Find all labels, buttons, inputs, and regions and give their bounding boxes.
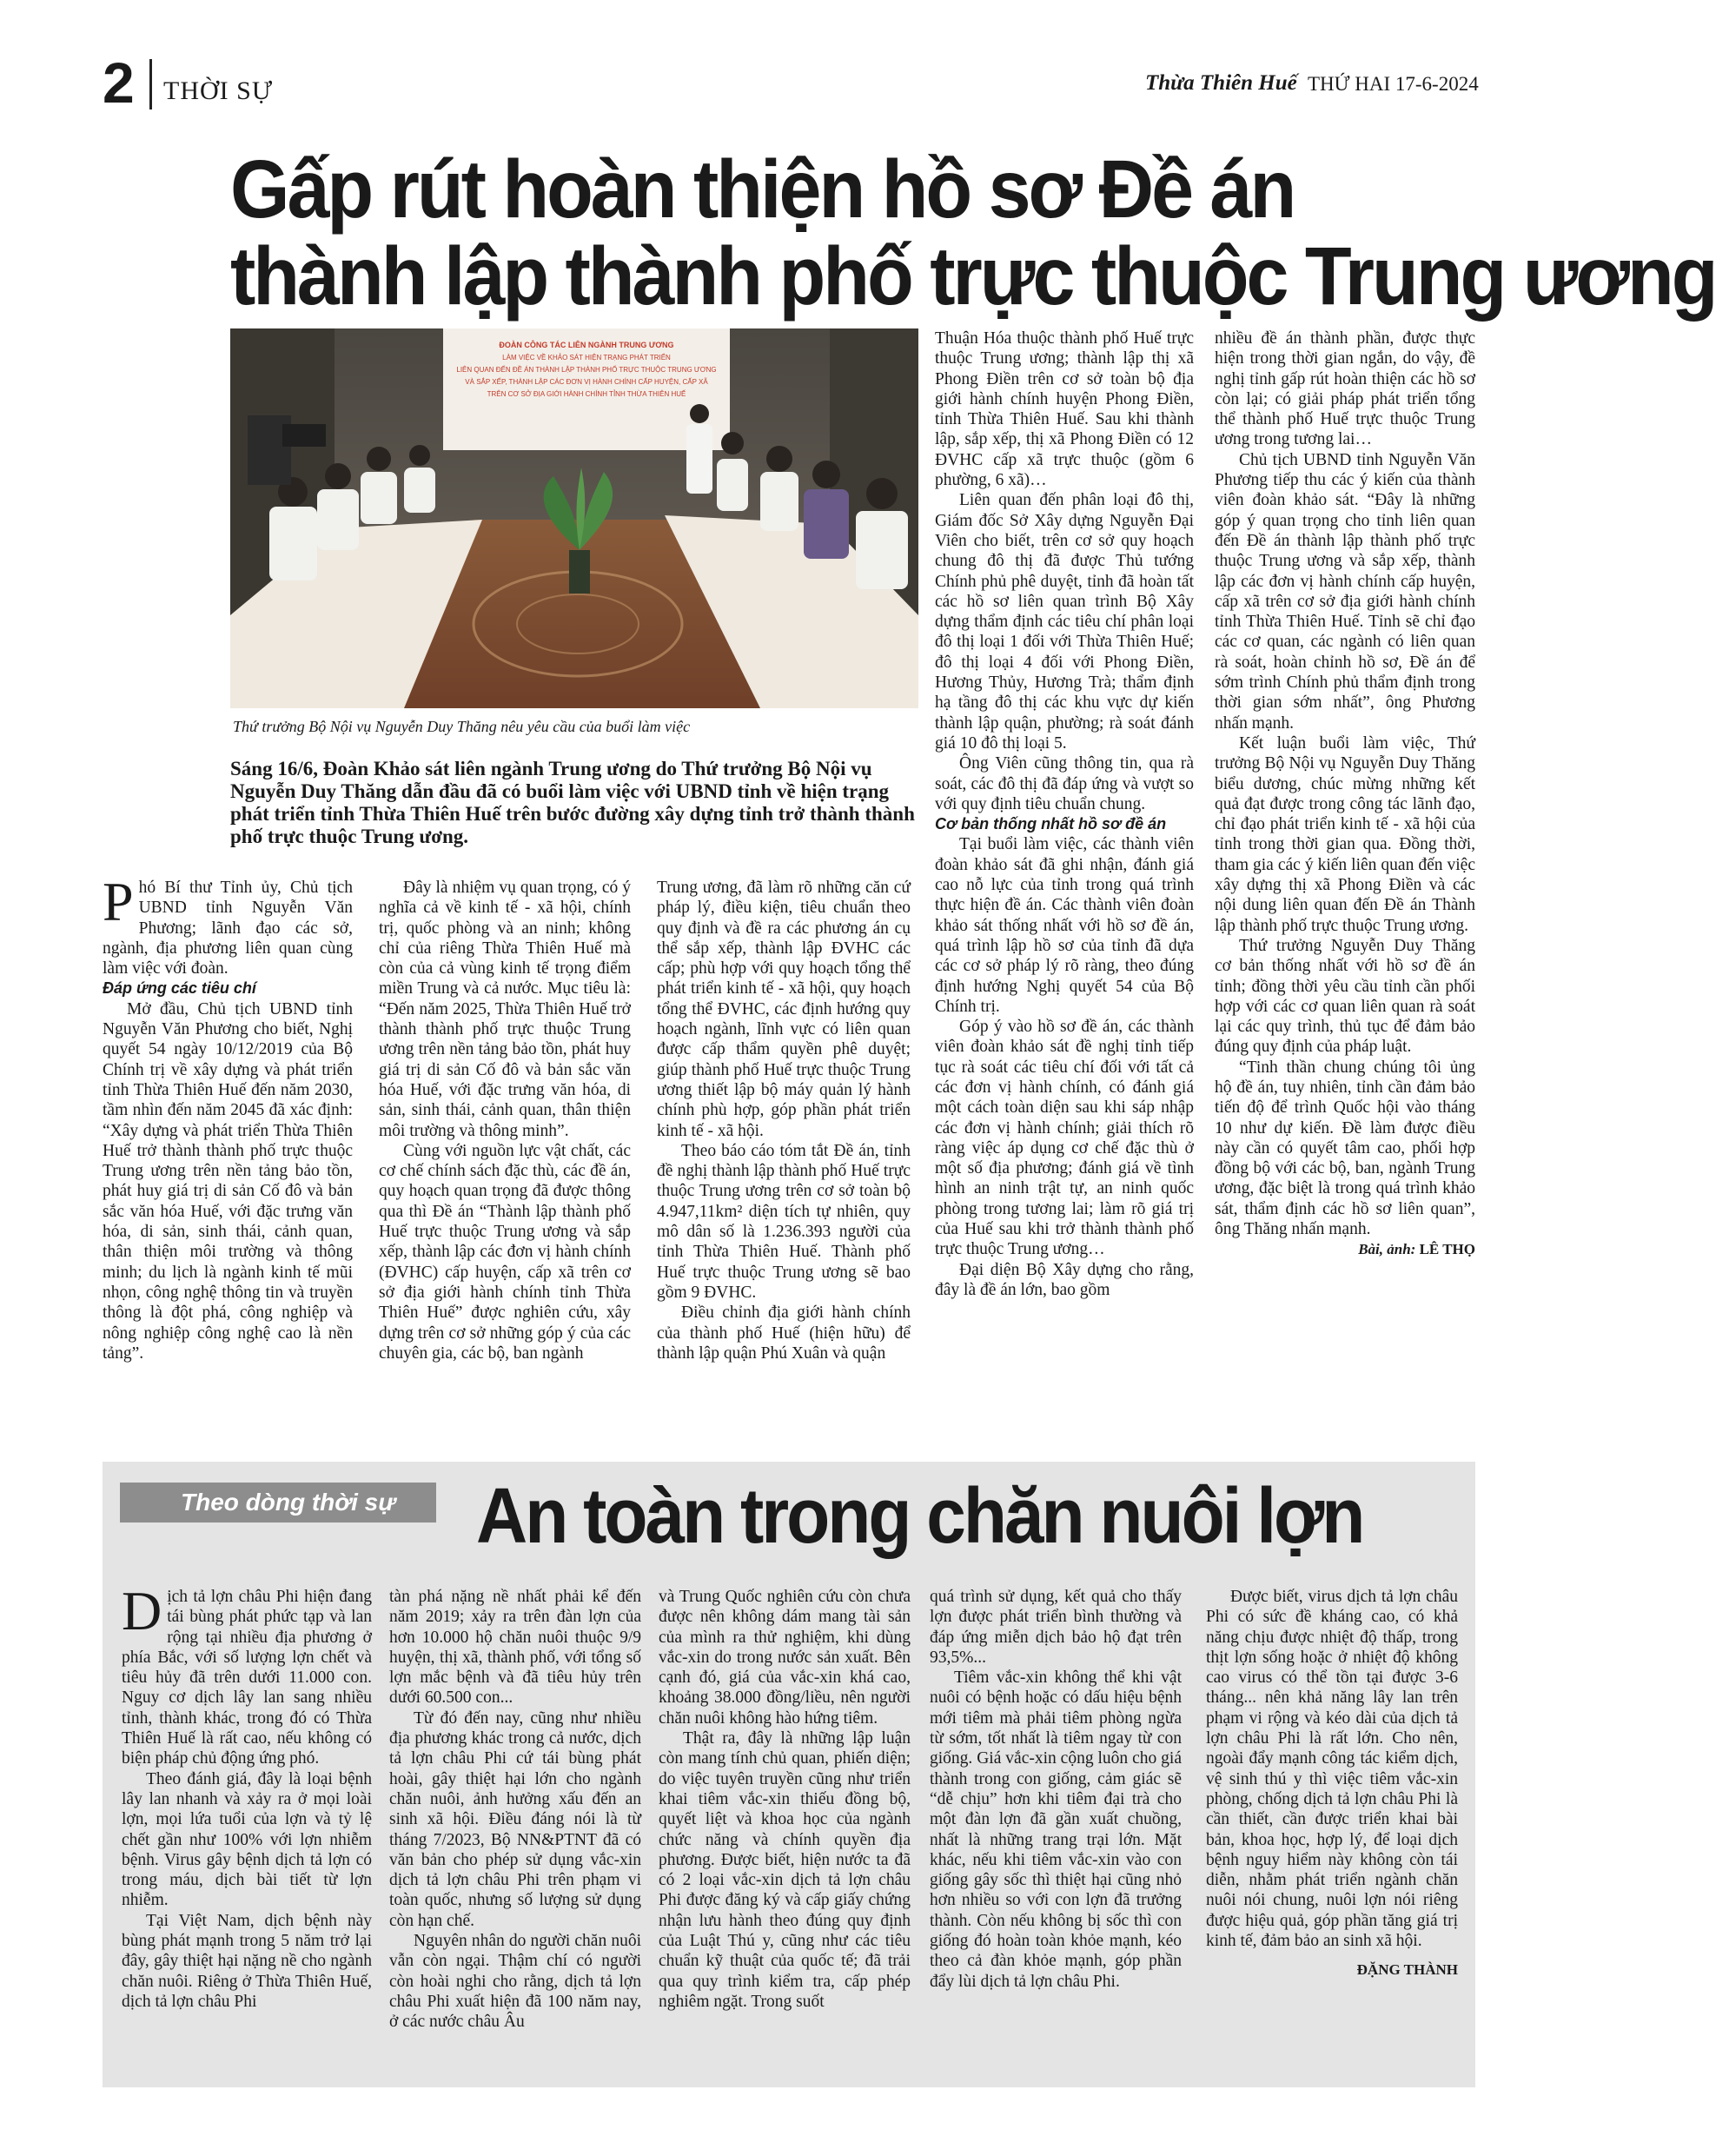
paragraph: Chủ tịch UBND tỉnh Nguyễn Văn Phương tiếp thu các ý kiến của thành viên đoàn khảo sát. “Đây là những góp ý quan trọng cho tỉnh liên quan đến Đề án thành lập thành phố trực thuộc Trung ương và sắp xếp, thành lập các đơn vị hành chính cấp huyện, cấp xã trên cơ sở địa giới hành chính tỉnh Thừa Thiên Huế. Tỉnh sẽ chỉ đạo các cơ quan, các ngành có liên quan rà soát, hoàn chỉnh hồ sơ, Đề án để sớm trình Chính phủ thẩm định trong thời gian sớm nhất”, ông Phương nhấn mạnh. [1215, 450, 1475, 733]
byline-prefix: Bài, ảnh: [1358, 1241, 1416, 1258]
subheading: Cơ bản thống nhất hồ sơ đề án [935, 815, 1167, 833]
paragraph: Đây là nhiệm vụ quan trọng, có ý nghĩa cả về kinh tế - xã hội, chính trị, quốc phòng và an ninh; không chỉ của riêng Thừa Thiên Huế mà còn của cả vùng kinh tế trọng điểm miền Trung và cả nước. Mục tiêu là: “Đến năm 2025, Thừa Thiên Huế trở thành thành phố trực thuộc Trung ương trên nền tảng bảo tồn, phát huy giá trị di sản Cố đô và bản sắc văn hóa Huế, với đặc trưng văn hóa, di sản, sinh thái, cảnh quan, thân thiện môi trường và thông minh”. [379, 879, 631, 1140]
paragraph: ịch tả lợn châu Phi hiện đang tái bùng phát phức tạp và lan rộng tại nhiều địa phương ở phía Bắc, với số lượng lợn chết và tiêu hủy đã trên dưới 11.000 con. Nguy cơ dịch lây lan sang nhiều tỉnh, thành khác, trong đó có Thừa Thiên Huế là rất cao, nếu không có biện pháp chủ động ứng phó. [122, 1588, 372, 1768]
meeting-room-illustration [230, 328, 918, 708]
paragraph: quá trình sử dụng, kết quả cho thấy lợn được phát triển bình thường và đáp ứng miễn dịch bảo hộ đạt trên 93,5%... [930, 1588, 1182, 1667]
article2-column-5 [1206, 1587, 1458, 1980]
paragraph: Theo đánh giá, đây là loại bệnh lây lan nhanh và xảy ra ở mọi loài lợn, mọi lứa tuổi của lợn và tỷ lệ chết gần như 100% với lợn nhiễm bệnh. Virus gây bệnh dịch tả lợn có trong máu, dịch bài tiết từ lợn nhiễm. [122, 1769, 372, 1910]
paragraph: “Tinh thần chung chúng tôi ủng hộ đề án, tuy nhiên, tỉnh cần đảm bảo tiến độ để trình Quốc hội vào tháng 10 như dự kiến. Đề làm được điều này cần có quyết tâm cao, phối hợp đồng bộ với các bộ, ban, ngành Trung ương, đặc biệt là trong quá trình khảo sát, thẩm định các hồ sơ liên quan”, ông Thăng nhấn mạnh. [1215, 1058, 1475, 1239]
article-photo [230, 328, 918, 708]
newspaper-name: Thừa Thiên Huế [1145, 71, 1297, 95]
paragraph: Ông Viên cũng thông tin, qua rà soát, các đô thị đã đáp ứng và vượt so với quy định tiêu chuẩn chung. [935, 754, 1194, 813]
paragraph: Liên quan đến phân loại đô thị, Giám đốc Sở Xây dựng Nguyễn Đại Viên cho biết, trên cơ sở quy hoạch chung đô thị đã được Thủ tướng Chính phủ phê duyệt, tỉnh đã hoàn tất các hồ sơ liên quan trình Bộ Xây dựng thẩm định các tiêu chí phân loại đô thị loại 1 đối với Thừa Thiên Huế; đô thị loại 4 đối với Phong Điền, Hương Thủy, Hương Trà; thẩm định hạ tầng đô thị các khu vực dự kiến thành lập quận, phường; rà soát đánh giá 10 đô thị loại 5. [935, 491, 1194, 753]
article2-headline: An toàn trong chăn nuôi lợn [476, 1472, 1363, 1560]
paragraph: Nguyên nhân do người chăn nuôi vẫn còn ngại. Thậm chí có người còn hoài nghi cho rằng, dịch tả lợn châu Phi xuất hiện đã 100 năm nay, ở các nước châu Âu [389, 1932, 641, 2032]
article1-column-5 [1215, 328, 1475, 1260]
paragraph: Thật ra, đây là những lập luận còn mang tính chủ quan, phiến diện; do việc tuyên truyền cũng như triển khai tiêm vắc-xin thiếu đồng bộ, quyết liệt và khoa học của ngành chức năng và chính quyền địa phương. Được biết, hiện nước ta đã có 2 loại vắc-xin dịch tả lợn châu Phi được đăng ký và cấp giấy chứng nhận lưu hành theo đúng quy định của Luật Thú y, cũng như các tiêu chuẩn kỹ thuật của quốc tế; đã trải qua quy trình kiểm tra, cấp phép nghiêm ngặt. Trong suốt [659, 1729, 911, 2011]
paragraph: Góp ý vào hồ sơ đề án, các thành viên đoàn khảo sát đề nghị tỉnh tiếp tục rà soát các tiêu chí đối với tất cả các đơn vị hành chính, có đánh giá một cách toàn diện sau khi sáp nhập các đơn vị hành chính; giải thích rõ ràng việc áp dụng cơ chế đặc thù ở một số địa phương; đánh giá về tình hình an ninh trật tự, an ninh quốc phòng trong tương lai; làm rõ giá trị của Huế sau khi trở thành thành phố trực thuộc Trung ương… [935, 1018, 1194, 1259]
svg-text:TRÊN CƠ SỞ ĐỊA GIỚI HÀNH CHÍNH: TRÊN CƠ SỞ ĐỊA GIỚI HÀNH CHÍNH TỈNH THỪA THIÊN HUẾ [487, 390, 686, 398]
svg-text:VÀ SẮP XẾP, THÀNH LẬP CÁC ĐƠN: VÀ SẮP XẾP, THÀNH LẬP CÁC ĐƠN VỊ HÀNH CHÍNH CẤP HUYỆN, CẤP XÃ [465, 378, 708, 386]
paragraph: Điều chỉnh địa giới hành chính của thành phố Huế (hiện hữu) để thành lập quận Phú Xuân và quận [657, 1304, 911, 1363]
article2-column-4 [930, 1587, 1182, 1992]
section-name: THỜI SỰ [163, 76, 274, 105]
article2-column-1 [122, 1580, 372, 2012]
paragraph: và Trung Quốc nghiên cứu còn chưa được nên không dám mang tài sản của mình ra thử nghiệm, khi dùng vắc-xin do trong nước sản xuất. Bên cạnh đó, giá của vắc-xin khá cao, khoảng 38.000 đồng/liều, nên người chăn nuôi không hào hứng tiêm. [659, 1588, 911, 1728]
article1-column-2 [379, 878, 631, 1363]
paragraph: Mở đầu, Chủ tịch UBND tỉnh Nguyễn Văn Phương cho biết, Nghị quyết 54 ngày 10/12/2019 của Bộ Chính trị về xây dựng và phát triển tỉnh Thừa Thiên Huế đến năm 2030, tầm nhìn đến năm 2045 đã xác định: “Xây dựng và phát triển Thừa Thiên Huế trở thành thành phố trực thuộc Trung ương trên nền tảng bảo tồn, phát huy giá trị di sản Cố đô và bản sắc văn hóa Huế, với đặc trưng văn hóa, di sản, sinh thái, cảnh quan, thân thiện môi trường và thông minh; du lịch là ngành kinh tế mũi nhọn, công nghệ thông tin và truyền thông là đột phá, công nghiệp và nông nghiệp công nghệ cao là nền tảng”. [103, 999, 353, 1363]
paragraph: Tại buổi làm việc, các thành viên đoàn khảo sát đã ghi nhận, đánh giá cao nỗ lực của tỉnh trong quá trình thực hiện đề án. Các thành viên đoàn khảo sát thống nhất với hồ sơ đề án, quá trình lập hồ sơ của tỉnh đã dựa các cơ sở pháp lý rõ ràng, theo đúng định hướng Nghị quyết 54 của Bộ Chính trị. [935, 835, 1194, 1016]
article1-column-1 [103, 871, 353, 1363]
column-kicker: Theo dòng thời sự [120, 1483, 436, 1522]
paragraph: Kết luận buổi làm việc, Thứ trưởng Bộ Nội vụ Nguyễn Duy Thăng biểu dương, chúc mừng những kết quả đạt được trong công tác lãnh đạo, chỉ đạo phát triển kinh tế - xã hội của tỉnh trong thời gian qua. Đồng thời, tham gia các ý kiến liên quan đến việc xây dựng thị xã Phong Điền và các nội dung liên quan đến Đề án Thành lập thành phố trực thuộc Trung ương. [1215, 733, 1475, 935]
paragraph: nhiều đề án thành phần, được thực hiện trong thời gian ngắn, do vậy, đề nghị tỉnh gấp rút hoàn thiện các hồ sơ còn lại; có giải pháp phát triển tổng thể thành phố Huế trực thuộc Trung ương trong tương lai… [1215, 329, 1475, 449]
byline: ĐẶNG THÀNH [1356, 1961, 1458, 1979]
svg-text:LÀM VIỆC VỀ KHẢO SÁT HIỆN TRẠN: LÀM VIỆC VỀ KHẢO SÁT HIỆN TRẠNG PHÁT TRIỂN [502, 354, 671, 362]
paragraph: Đại diện Bộ Xây dựng cho rằng, đây là đề án lớn, bao gồm [935, 1260, 1194, 1299]
subheading: Đáp ứng các tiêu chí [103, 979, 256, 998]
article-lead: Sáng 16/6, Đoàn Khảo sát liên ngành Trung ương do Thứ trưởng Bộ Nội vụ Nguyễn Duy Thăng dẫn đầu đã có buổi làm việc với UBND tỉnh về hiện trạng phát triển tỉnh Thừa Thiên Huế trên bước đường xây dựng tỉnh trở thành thành phố trực thuộc Trung ương. [230, 758, 915, 847]
headline-line-2: thành lập thành phố trực thuộc Trung ương [230, 229, 1716, 322]
author-name: LÊ THỌ [1419, 1241, 1475, 1258]
paragraph: Từ đó đến nay, cũng như nhiều địa phương khác trong cả nước, dịch tả lợn châu Phi cứ tái bùng phát hoài, gây thiệt hại lớn cho ngành chăn nuôi, ảnh hưởng xấu đến an sinh xã hội. Điều đáng nói là từ tháng 7/2023, Bộ NN&PTNT đã có văn bản cho phép sử dụng vắc-xin dịch tả lợn châu Phi trên phạm vi toàn quốc, nhưng số lượng sử dụng còn hạn chế. [389, 1708, 641, 1930]
photo-caption: Thứ trưởng Bộ Nội vụ Nguyễn Duy Thăng nêu yêu cầu của buổi làm việc [233, 718, 691, 735]
paragraph: Theo báo cáo tóm tắt Đề án, tỉnh đề nghị thành lập thành phố Huế trực thuộc Trung ương trên cơ sở toàn bộ 4.947,11km² diện tích tự nhiên, quy mô dân số là 1.236.393 người của tỉnh Thừa Thiên Huế. Thành phố Huế trực thuộc Trung ương sẽ bao gồm 9 ĐVHC. [657, 1141, 911, 1302]
header-divider [149, 59, 152, 109]
svg-text:LIÊN QUAN ĐẾN ĐỀ ÁN THÀNH LẬP: LIÊN QUAN ĐẾN ĐỀ ÁN THÀNH LẬP THÀNH PHỐ TRỰC THUỘC TRUNG ƯƠNG [456, 366, 717, 374]
article2-column-3 [659, 1587, 911, 2012]
dropcap: P [103, 871, 134, 932]
article1-column-4 [935, 328, 1194, 1300]
paragraph: hó Bí thư Tỉnh ủy, Chủ tịch UBND tỉnh Nguyễn Văn Phương; lãnh đạo các sở, ngành, địa phương liên quan cùng làm việc với đoàn. [103, 879, 353, 978]
paragraph: Cùng với nguồn lực vật chất, các cơ chế chính sách đặc thù, các đề án, quy hoạch quan trọng đã được thông qua thì Đề án “Thành lập thành phố Huế trực thuộc Trung ương và sắp xếp, thành lập các đơn vị hành chính (ĐVHC) cấp huyện, cấp xã trên cơ sở địa giới hành chính tỉnh Thừa Thiên Huế” được nghiên cứu, xây dựng trên cơ sở những góp ý của các chuyên gia, các bộ, ban ngành [379, 1141, 631, 1363]
paragraph: Thuận Hóa thuộc thành phố Huế trực thuộc Trung ương; thành lập thị xã Phong Điền trên cơ sở toàn bộ địa giới hành chính huyện Phong Điền, tỉnh Thừa Thiên Huế. Sau khi thành lập, sắp xếp, thị xã Phong Điền có 12 ĐVHC cấp xã trực thuộc (gồm 6 phường, 6 xã)… [935, 329, 1194, 490]
article2-column-2 [389, 1587, 641, 2033]
byline [1215, 1239, 1475, 1259]
dropcap: D [122, 1580, 162, 1642]
paragraph: tàn phá nặng nề nhất phải kể đến năm 2019; xảy ra trên đàn lợn của hơn 10.000 hộ chăn nuôi thuộc 9/9 huyện, thị xã, thành phố, với tổng số lợn mắc bệnh và đã tiêu hủy trên dưới 60.500 con... [389, 1588, 641, 1708]
paragraph: Thứ trưởng Nguyễn Duy Thăng cơ bản thống nhất với hồ sơ đề án tỉnh; đồng thời yêu cầu tỉnh cần phối hợp với các cơ quan liên quan rà soát lại các quy trình, thủ tục để đảm bảo đúng quy định của pháp luật. [1215, 936, 1475, 1057]
article1-column-3 [657, 878, 911, 1363]
page-number: 2 [103, 50, 135, 115]
headline-line-1: Gấp rút hoàn thiện hồ sơ Đề án [230, 142, 1295, 236]
paragraph: Tiêm vắc-xin không thể khi vật nuôi có bệnh hoặc có dấu hiệu bệnh mới tiêm mà phải tiêm phòng ngừa từ sớm, tốt nhất là tiêm ngay từ con giống. Giá vắc-xin cộng luôn cho giá thành trong con giống, cảm giác sẽ “dễ chịu” hơn khi tiêm đại trà cho một đàn lợn đã gần xuất chuồng, nhất là những trang trại lớn. Mặt khác, nếu khi tiêm vắc-xin vào con giống gây sốc thì thiệt hại cũng nhỏ hơn nhiều so với con lợn đã trưởng thành. Còn nếu không bị sốc thì con giống đó hoàn toàn khỏe mạnh, kéo theo cả đàn khỏe mạnh, góp phần đẩy lùi dịch tả lợn châu Phi. [930, 1668, 1182, 1991]
paragraph: Trung ương, đã làm rõ những căn cứ pháp lý, điều kiện, tiêu chuẩn theo quy định và đề ra các phương án cụ thể sắp xếp, thành lập ĐVHC các cấp; phù hợp với quy hoạch tổng thể phát triển kinh tế - xã hội, quy hoạch tổng thể ĐVHC, các định hướng quy hoạch ngành, lĩnh vực có liên quan được cấp thẩm quyền phê duyệt; giúp thành phố Huế trực thuộc Trung ương thiết lập bộ máy quản lý hành chính phù hợp, góp phần phát triển kinh tế - xã hội. [657, 879, 911, 1140]
svg-text:ĐOÀN CÔNG TÁC LIÊN NGÀNH TRUNG: ĐOÀN CÔNG TÁC LIÊN NGÀNH TRUNG ƯƠNG [499, 341, 674, 349]
paragraph: Được biết, virus dịch tả lợn châu Phi có sức đề kháng cao, có khả năng chịu được nhiệt độ thấp, trong thịt lợn sống hoặc ở nhiệt độ không cao virus có thể tồn tại được 3-6 tháng... nên khả năng lây lan trên phạm vi rộng và kéo dài của dịch tả lợn châu Phi là rất lớn. Cho nên, ngoài đẩy mạnh công tác kiểm dịch, vệ sinh thú y thì việc tiêm vắc-xin phòng, chống dịch tả lợn châu Phi là cần thiết, cần được triển khai bài bản, khoa học, hợp lý, để loại dịch bệnh nguy hiểm này không còn tái diễn, nhằm phát triển ngành chăn nuôi nói chung, nuôi lợn nói riêng được hiệu quả, góp phần tăng giá trị kinh tế, đảm bảo an sinh xã hội. [1206, 1588, 1458, 1951]
issue-date: THỨ HAI 17-6-2024 [1308, 73, 1479, 95]
paragraph: Tại Việt Nam, dịch bệnh này bùng phát mạnh trong 5 năm trở lại đây, gây thiệt hại nặng nề cho ngành chăn nuôi. Riêng ở Thừa Thiên Huế, dịch tả lợn châu Phi [122, 1911, 372, 2011]
